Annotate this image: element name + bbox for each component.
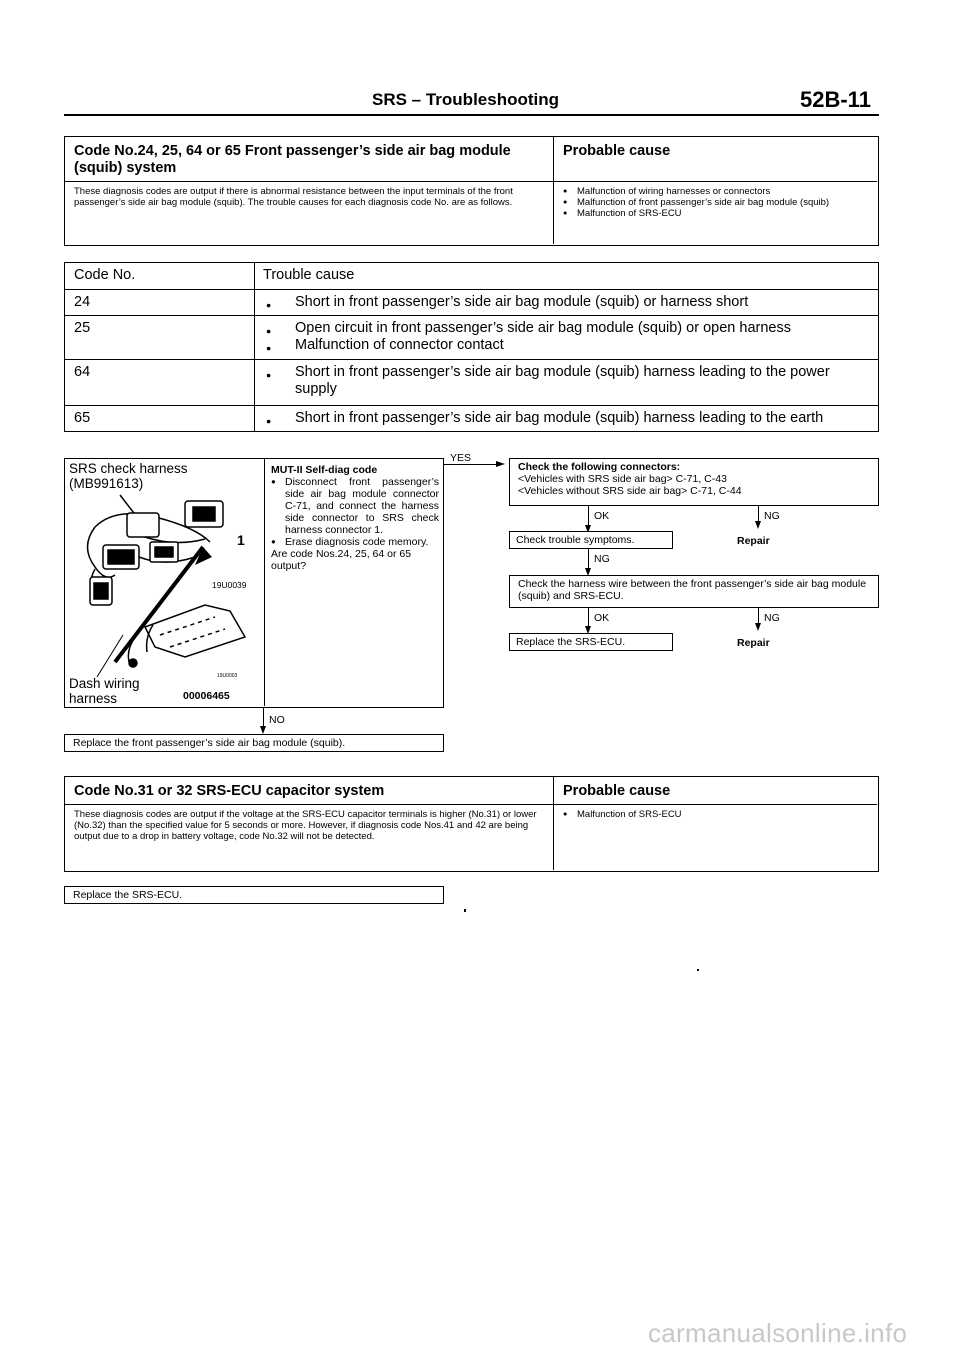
cause-cell: ● Open circuit in front passenger’s side air bag module (squib) or open harness — [263, 320, 870, 337]
illustration-label-dash: Dash wiring — [69, 676, 140, 691]
cause-item: ● Malfunction of wiring harnesses or connectors — [563, 186, 863, 197]
ng-label: NG — [594, 553, 610, 565]
code-cell: 25 — [65, 315, 255, 359]
section2-probable-cause-label: Probable cause — [563, 783, 671, 799]
speck — [697, 969, 699, 971]
check-connectors-line1: <Vehicles with SRS side air bag> C-71, C-43 — [518, 473, 727, 485]
page-title: SRS – Troubleshooting — [372, 90, 560, 109]
step1-item: ● Erase diagnosis code memory. — [271, 536, 439, 548]
column-header-code: Code No. — [65, 263, 255, 289]
yes-connector — [444, 464, 496, 465]
check-connectors-line2: <Vehicles without SRS side air bag> C-71, C-44 — [518, 485, 742, 497]
page-number: 52B-11 — [800, 87, 871, 112]
illustration-label-dash2: harness — [69, 691, 118, 706]
step1-question: Are code Nos.24, 25, 64 or 65 output? — [271, 548, 412, 572]
illustration-ref1: 19U0039 — [212, 580, 247, 590]
footer-watermark[interactable]: carmanualsonline.info — [648, 1318, 908, 1348]
section2-cause-list — [563, 809, 863, 820]
replace-ecu-box: Replace the SRS-ECU. — [509, 633, 673, 651]
no-connector — [263, 708, 264, 728]
cause-item: ● Malfunction of SRS-ECU — [563, 809, 863, 820]
code-cell: 64 — [65, 359, 255, 405]
cause-item: ● Malfunction of SRS-ECU — [563, 208, 863, 219]
step1-box — [64, 458, 444, 708]
cause-item: ● Malfunction of front passenger’s side air bag module (squib) — [563, 197, 863, 208]
header-rule — [64, 114, 879, 116]
check-connectors-title: Check the following connectors: — [518, 461, 681, 473]
code-cell: 24 — [65, 289, 255, 315]
table-row — [65, 405, 878, 431]
column-header-cause: Trouble cause — [255, 263, 879, 289]
illustration-ref2: 19U0003 — [217, 673, 238, 679]
illustration-label-part: (MB991613) — [69, 476, 144, 491]
table-row — [65, 315, 878, 359]
section2-description: These diagnosis codes are output if the voltage at the SRS-ECU capacitor terminals is higher (No.31) or lower (No.32) than the specified value for 5 seconds or more. However, if diagnosis code Nos.41 and 42 are being output due to a drop in battery voltage, code No.32 will not be detected. — [74, 809, 537, 842]
ng-label: NG — [764, 612, 780, 624]
illustration-label-tool: SRS check harness — [69, 461, 188, 476]
table-header-row — [65, 263, 878, 289]
cause-cell: ● Short in front passenger’s side air bag module (squib) harness leading to the earth — [263, 410, 870, 427]
speck — [464, 909, 466, 912]
table-row — [65, 289, 878, 315]
step1-item: ● Disconnect front passenger’s side air bag module connector C-71, and connect the harness side connector to SRS check harness connector 1. — [271, 476, 439, 536]
yes-label: YES — [450, 452, 472, 464]
cause-cell: ● Malfunction of connector contact — [263, 337, 870, 354]
no-label: NO — [269, 714, 285, 726]
section2-action-box: Replace the SRS-ECU. — [64, 886, 444, 904]
section1-title: Code No.24, 25, 64 or 65 Front passenger’s side air bag module (squib) system — [74, 143, 511, 176]
cause-cell: ● Short in front passenger’s side air bag module (squib) harness leading to the power supply — [263, 364, 870, 398]
check-symptoms-box: Check trouble symptoms. — [509, 531, 673, 549]
section2-title: Code No.31 or 32 SRS-ECU capacitor system — [74, 783, 385, 799]
check-harness-box: Check the harness wire between the front passenger’s side air bag module (squib) and SRS-ECU. — [509, 575, 879, 608]
cause-cell: ● Short in front passenger’s side air bag module (squib) or harness short — [263, 294, 870, 311]
ok-label: OK — [594, 612, 610, 624]
section1-description: These diagnosis codes are output if there is abnormal resistance between the input terminals of the front passenger’s side air bag module (squib). The trouble causes for each diagnosis code No. are as follows. — [74, 186, 513, 208]
section1-table — [64, 136, 879, 246]
section2-table — [64, 776, 879, 872]
section1-probable-cause-label: Probable cause — [563, 143, 671, 159]
section1-cause-list — [563, 186, 863, 219]
check-connectors-box — [509, 458, 879, 506]
repair-label: Repair — [737, 637, 770, 649]
step1-title: MUT-II Self-diag code — [271, 464, 378, 476]
illustration-label-number: 1 — [237, 532, 245, 548]
table-row — [65, 359, 878, 405]
code-cell: 65 — [65, 405, 255, 431]
illustration-ref3: 00006465 — [183, 690, 230, 702]
ok-label: OK — [594, 510, 610, 522]
trouble-cause-table — [64, 262, 879, 432]
no-action-box: Replace the front passenger’s side air bag module (squib). — [64, 734, 444, 752]
repair-label: Repair — [737, 535, 770, 547]
ng-label: NG — [764, 510, 780, 522]
step1-text — [271, 464, 439, 572]
